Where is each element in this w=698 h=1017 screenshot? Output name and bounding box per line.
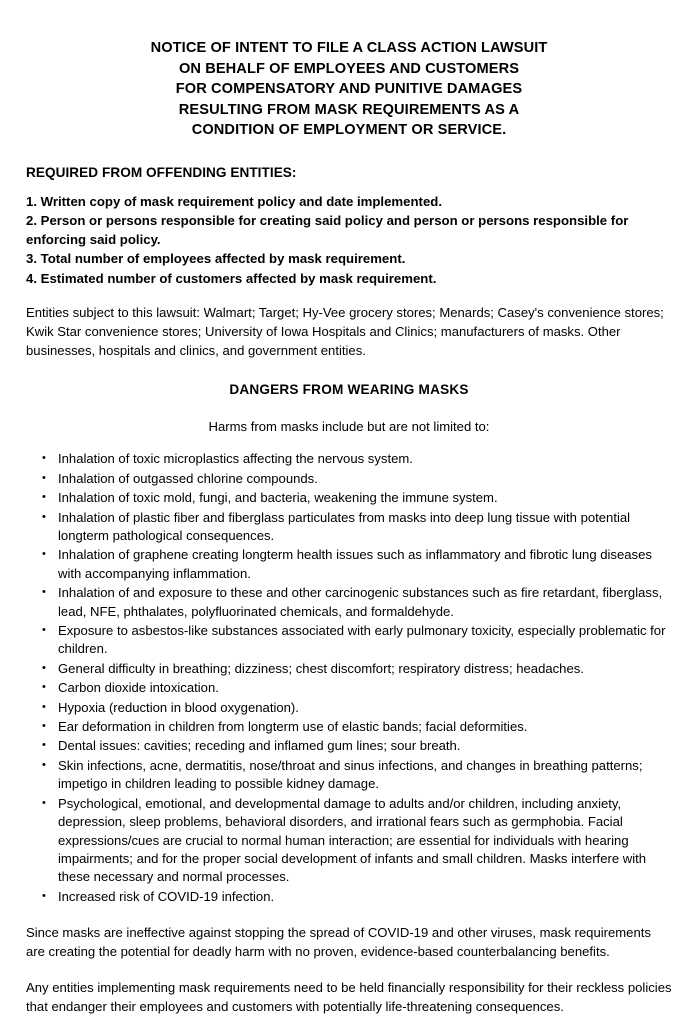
list-item: • Ear deformation in children from longterm use of elastic bands; facial deformities. — [42, 718, 672, 736]
list-item: 3. Total number of employees affected by mask requirement. — [26, 251, 406, 266]
title-line-1: NOTICE OF INTENT TO FILE A CLASS ACTION LAWSUIT — [150, 40, 548, 56]
list-item: • Skin infections, acne, dermatitis, nose/throat and sinus infections, and changes in breathing patterns; impetigo in children leading to possible kidney damage. — [42, 757, 672, 794]
harms-intro-text: Harms from masks include but are not limited to: — [208, 419, 490, 435]
title-line-3: FOR COMPENSATORY AND PUNITIVE DAMAGES — [175, 81, 523, 97]
dangers-section-heading: DANGERS FROM WEARING MASKS — [229, 382, 469, 398]
list-item: 4. Estimated number of customers affected by mask requirement. — [26, 270, 437, 286]
list-item: • Increased risk of COVID-19 infection. — [42, 888, 672, 906]
list-item: • Inhalation of toxic mold, fungi, and bacteria, weakening the immune system. — [42, 489, 672, 507]
list-item: • Inhalation of toxic microplastics affecting the nervous system. — [42, 450, 672, 468]
required-section-heading: REQUIRED FROM OFFENDING ENTITIES: — [26, 164, 297, 180]
list-item: • Exposure to asbestos-like substances associated with early pulmonary toxicity, especially problematic for children. — [42, 622, 672, 659]
required-items-list — [26, 193, 672, 289]
title-line-4: RESULTING FROM MASK REQUIREMENTS AS A — [178, 101, 520, 118]
entities-paragraph: Entities subject to this lawsuit: Walmart; Target; Hy-Vee grocery stores; Menards; Casey's convenience stores; Kwik Star convenience stores; University of Iowa Hospitals and Clinics; manufacturers of masks. Other businesses, hospitals and clinics, and government entities. — [26, 305, 664, 358]
list-item: • Inhalation of outgassed chlorine compounds. — [42, 470, 672, 488]
list-item: • Inhalation of and exposure to these and other carcinogenic substances such as fire retardant, fiberglass, lead, NFE, phthalates, polyfluorinated chemicals, and formaldehyde. — [42, 584, 672, 621]
closing-paragraph-2: Any entities implementing mask requirements need to be held financially responsibility for their reckless policies that endanger their employees and customers with potentially life-threatening consequences. — [26, 980, 672, 1014]
list-item: • Dental issues: cavities; receding and inflamed gum lines; sour breath. — [42, 737, 672, 755]
title-line-2: ON BEHALF OF EMPLOYEES AND CUSTOMERS — [178, 60, 520, 77]
list-item: • Carbon dioxide intoxication. — [42, 679, 672, 697]
title-line-5: CONDITION OF EMPLOYMENT OR SERVICE. — [191, 122, 507, 138]
list-item: • General difficulty in breathing; dizziness; chest discomfort; respiratory distress; headaches. — [42, 660, 672, 678]
harms-list — [26, 450, 672, 906]
list-item: • Psychological, emotional, and developmental damage to adults and/or children, including anxiety, depression, sleep problems, behavioral disorders, and irrational fears such as germphobia. Facial expressions/cues are crucial to normal human interaction; are essential for individuals with hearing impairments; and for the proper social development of infants and small children. Masks interfere with these necessary and normal processes. — [42, 795, 672, 887]
list-item: • Hypoxia (reduction in blood oxygenation). — [42, 699, 672, 717]
document-title — [26, 38, 672, 141]
list-item: • Inhalation of graphene creating longterm health issues such as inflammatory and fibrotic lung diseases with accompanying inflammation. — [42, 546, 672, 583]
list-item: 2. Person or persons responsible for creating said policy and person or persons responsible for enforcing said policy. — [26, 213, 629, 247]
list-item: 1. Written copy of mask requirement policy and date implemented. — [26, 193, 442, 209]
list-item: • Inhalation of plastic fiber and fiberglass particulates from masks into deep lung tissue with potential longterm pathological consequences. — [42, 509, 672, 546]
closing-paragraph-1: Since masks are ineffective against stopping the spread of COVID-19 and other viruses, mask requirements are creating the potential for deadly harm with no proven, evidence-based counterbalancing benefits. — [26, 925, 651, 959]
